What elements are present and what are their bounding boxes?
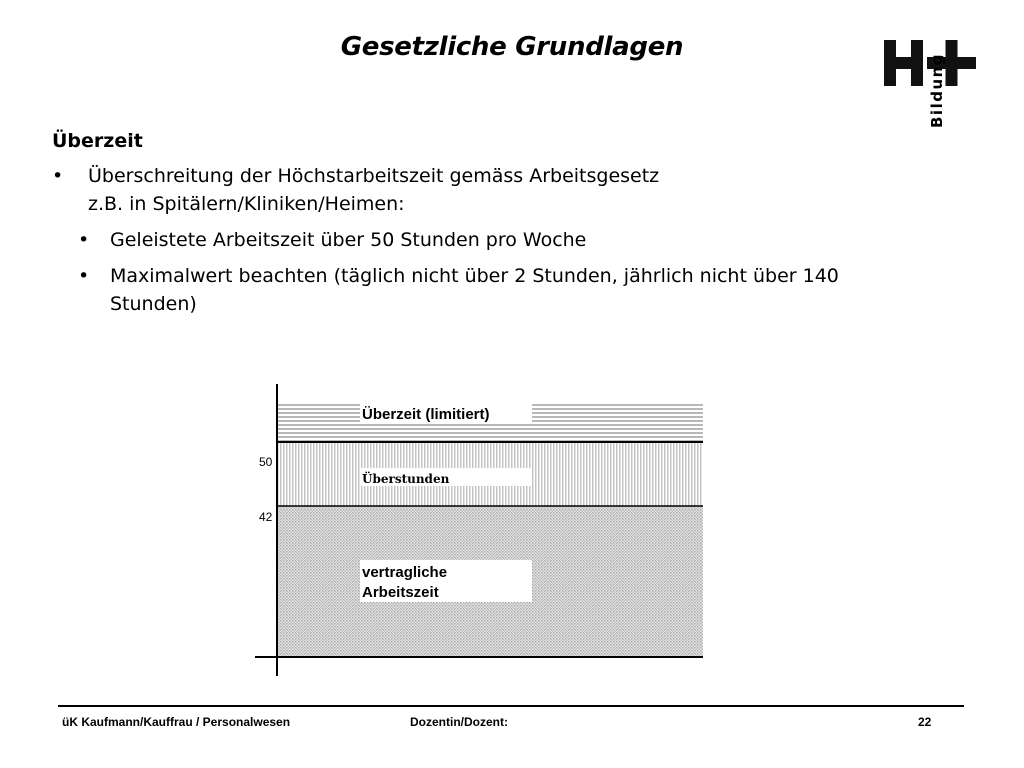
bullet-dot: •: [78, 265, 90, 287]
footer-divider: [58, 705, 964, 707]
footer-lecturer: Dozentin/Dozent:: [410, 715, 508, 729]
worktime-diagram: [250, 380, 720, 680]
bullet-dot: •: [52, 165, 64, 187]
logo-text: Bildung: [928, 52, 946, 128]
label-vertraglich-line2: Arbeitszeit: [362, 584, 439, 601]
tick-label-42: 42: [259, 510, 273, 524]
label-vertraglich-line1: vertragliche: [362, 564, 448, 581]
bullet-text: Geleistete Arbeitszeit über 50 Stunden pro Woche: [110, 229, 587, 251]
tick-label-50: 50: [259, 455, 273, 469]
bullet-text: Stunden): [110, 293, 197, 315]
slide-title: Gesetzliche Grundlagen: [340, 32, 684, 62]
section-heading: Überzeit: [52, 130, 143, 152]
label-ueberzeit: Überzeit (limitiert): [362, 406, 490, 423]
sub-bullet-item: [52, 226, 952, 254]
footer-course: üK Kaufmann/Kauffrau / Personalwesen: [62, 715, 291, 729]
bullet-text: Überschreitung der Höchstarbeitszeit gemäss Arbeitsgesetz: [88, 165, 660, 187]
sub-bullet-item: [52, 262, 952, 318]
bullet-text: Maximalwert beachten (täglich nicht über 2 Stunden, jährlich nicht über 140: [110, 265, 839, 287]
bullet-text: z.B. in Spitälern/Kliniken/Heimen:: [88, 193, 405, 215]
bullet-dot: •: [78, 229, 90, 251]
bullet-item: [52, 162, 952, 218]
slide-content: [52, 126, 952, 318]
label-ueberstunden: Überstunden: [362, 472, 450, 486]
page-number: 22: [918, 715, 932, 729]
